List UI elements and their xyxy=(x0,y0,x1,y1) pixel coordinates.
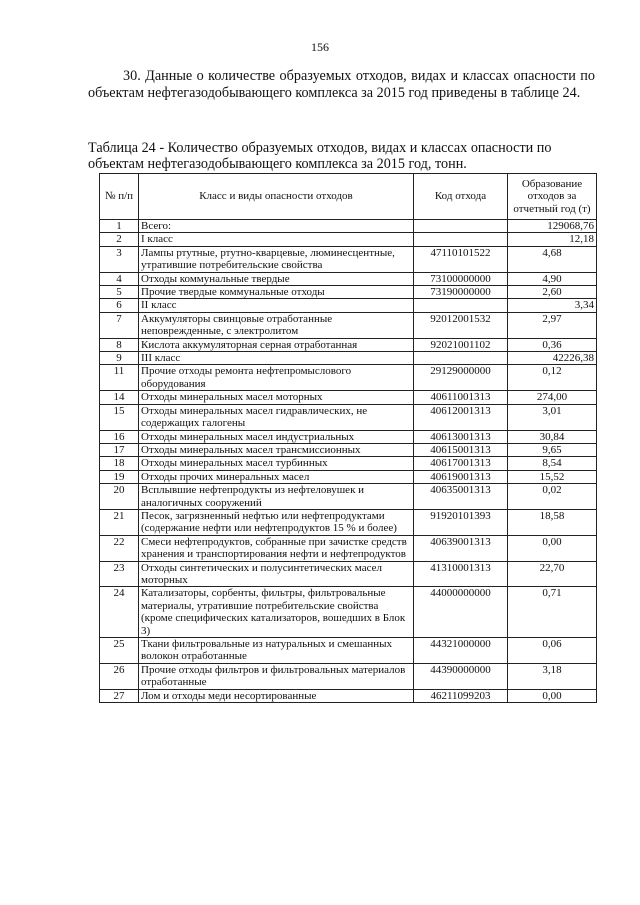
table-row xyxy=(100,587,597,638)
row-amount: 0,71 xyxy=(508,587,597,638)
row-waste-code: 44390000000 xyxy=(414,663,508,689)
row-number: 24 xyxy=(100,587,139,638)
row-waste-name: Ткани фильтровальные из натуральных и смешанных волокон отработанные xyxy=(139,638,414,664)
table-row xyxy=(100,404,597,430)
table-row xyxy=(100,365,597,391)
row-amount: 4,90 xyxy=(508,272,597,285)
row-number: 17 xyxy=(100,443,139,456)
row-waste-code: 40612001313 xyxy=(414,404,508,430)
table-row xyxy=(100,233,597,246)
row-amount: 3,01 xyxy=(508,404,597,430)
row-number: 14 xyxy=(100,391,139,404)
row-amount: 15,52 xyxy=(508,470,597,483)
row-number: 9 xyxy=(100,352,139,365)
row-waste-code xyxy=(414,220,508,233)
row-number: 3 xyxy=(100,246,139,272)
row-number: 19 xyxy=(100,470,139,483)
table-row xyxy=(100,443,597,456)
row-waste-name: Прочие отходы фильтров и фильтровальных материалов отработанные xyxy=(139,663,414,689)
row-amount: 18,58 xyxy=(508,509,597,535)
row-amount: 3,34 xyxy=(508,299,597,312)
row-number: 18 xyxy=(100,457,139,470)
row-waste-name: III класс xyxy=(139,352,414,365)
table-row xyxy=(100,535,597,561)
intro-paragraph: 30. Данные о количестве образуемых отходов, видах и классах опасности по объектам нефтегазодобывающего комплекса за 2015 год приведены в таблице 24. xyxy=(88,68,595,101)
row-waste-name: Прочие твердые коммунальные отходы xyxy=(139,286,414,299)
row-amount: 8,54 xyxy=(508,457,597,470)
row-amount: 4,68 xyxy=(508,246,597,272)
row-waste-code xyxy=(414,299,508,312)
table-row xyxy=(100,286,597,299)
row-waste-name: II класс xyxy=(139,299,414,312)
row-amount: 2,60 xyxy=(508,286,597,299)
table-row xyxy=(100,246,597,272)
table-row xyxy=(100,338,597,351)
row-number: 4 xyxy=(100,272,139,285)
table-row xyxy=(100,352,597,365)
row-waste-code: 40613001313 xyxy=(414,430,508,443)
row-amount: 0,06 xyxy=(508,638,597,664)
row-amount: 0,00 xyxy=(508,535,597,561)
row-waste-name: Отходы прочих минеральных масел xyxy=(139,470,414,483)
table-row xyxy=(100,484,597,510)
table-row xyxy=(100,272,597,285)
table-row xyxy=(100,457,597,470)
row-amount: 42226,38 xyxy=(508,352,597,365)
row-number: 8 xyxy=(100,338,139,351)
row-waste-name: Отходы минеральных масел индустриальных xyxy=(139,430,414,443)
row-waste-name: Аккумуляторы свинцовые отработанные неповрежденные, с электролитом xyxy=(139,312,414,338)
page-number: 156 xyxy=(311,40,329,54)
row-number: 20 xyxy=(100,484,139,510)
row-number: 15 xyxy=(100,404,139,430)
table-row xyxy=(100,638,597,664)
row-amount: 0,12 xyxy=(508,365,597,391)
row-amount: 30,84 xyxy=(508,430,597,443)
row-number: 7 xyxy=(100,312,139,338)
col-header-num: № п/п xyxy=(100,174,139,220)
waste-table xyxy=(99,173,597,703)
row-waste-name: Смеси нефтепродуктов, собранные при зачистке средств хранения и транспортирования нефти и нефтепродуктов xyxy=(139,535,414,561)
row-waste-name: Отходы минеральных масел моторных xyxy=(139,391,414,404)
table-row xyxy=(100,689,597,702)
row-number: 23 xyxy=(100,561,139,587)
row-number: 27 xyxy=(100,689,139,702)
row-waste-name: Всего: xyxy=(139,220,414,233)
row-waste-code: 41310001313 xyxy=(414,561,508,587)
col-header-code: Код отхода xyxy=(414,174,508,220)
row-waste-code: 40635001313 xyxy=(414,484,508,510)
row-waste-name: Отходы минеральных масел турбинных xyxy=(139,457,414,470)
row-waste-name: Песок, загрязненный нефтью или нефтепродуктами (содержание нефти или нефтепродуктов 15 % и более) xyxy=(139,509,414,535)
table-row xyxy=(100,312,597,338)
row-waste-code: 40639001313 xyxy=(414,535,508,561)
table-row xyxy=(100,430,597,443)
row-amount: 22,70 xyxy=(508,561,597,587)
row-waste-name: Прочие отходы ремонта нефтепромыслового оборудования xyxy=(139,365,414,391)
row-waste-name: Отходы минеральных масел гидравлических, не содержащих галогены xyxy=(139,404,414,430)
table-row xyxy=(100,391,597,404)
row-waste-name: I класс xyxy=(139,233,414,246)
row-waste-code: 73100000000 xyxy=(414,272,508,285)
row-amount: 9,65 xyxy=(508,443,597,456)
row-number: 25 xyxy=(100,638,139,664)
row-waste-name: Лом и отходы меди несортированные xyxy=(139,689,414,702)
row-waste-code: 40615001313 xyxy=(414,443,508,456)
row-waste-code: 91920101393 xyxy=(414,509,508,535)
row-number: 1 xyxy=(100,220,139,233)
table-row xyxy=(100,299,597,312)
row-waste-name: Катализаторы, сорбенты, фильтры, фильтровальные материалы, утратившие потребительские свойства (кроме специфических катализаторов, вошедших в Блок 3) xyxy=(139,587,414,638)
row-waste-code: 40617001313 xyxy=(414,457,508,470)
row-waste-code: 29129000000 xyxy=(414,365,508,391)
row-waste-name: Отходы минеральных масел трансмиссионных xyxy=(139,443,414,456)
table-row xyxy=(100,663,597,689)
row-waste-code: 92021001102 xyxy=(414,338,508,351)
row-waste-code: 44321000000 xyxy=(414,638,508,664)
table-body xyxy=(100,220,597,703)
row-waste-code: 40619001313 xyxy=(414,470,508,483)
col-header-name: Класс и виды опасности отходов xyxy=(139,174,414,220)
row-amount: 0,36 xyxy=(508,338,597,351)
row-number: 6 xyxy=(100,299,139,312)
row-number: 22 xyxy=(100,535,139,561)
row-waste-name: Всплывшие нефтепродукты из нефтеловушек и аналогичных сооружений xyxy=(139,484,414,510)
row-waste-code: 44000000000 xyxy=(414,587,508,638)
row-waste-code: 46211099203 xyxy=(414,689,508,702)
row-number: 26 xyxy=(100,663,139,689)
row-waste-code: 73190000000 xyxy=(414,286,508,299)
row-number: 2 xyxy=(100,233,139,246)
row-waste-name: Лампы ртутные, ртутно-кварцевые, люминесцентные, утратившие потребительские свойства xyxy=(139,246,414,272)
row-amount: 0,00 xyxy=(508,689,597,702)
table-row xyxy=(100,509,597,535)
table-row xyxy=(100,220,597,233)
row-number: 11 xyxy=(100,365,139,391)
row-amount: 12,18 xyxy=(508,233,597,246)
row-amount: 274,00 xyxy=(508,391,597,404)
row-amount: 0,02 xyxy=(508,484,597,510)
col-header-amount: Образование отходов за отчетный год (т) xyxy=(508,174,597,220)
row-number: 21 xyxy=(100,509,139,535)
row-number: 5 xyxy=(100,286,139,299)
row-number: 16 xyxy=(100,430,139,443)
table-header-row xyxy=(100,174,597,220)
table-row xyxy=(100,470,597,483)
row-waste-code xyxy=(414,233,508,246)
row-waste-code: 92012001532 xyxy=(414,312,508,338)
row-waste-code xyxy=(414,352,508,365)
row-waste-name: Отходы синтетических и полусинтетических масел моторных xyxy=(139,561,414,587)
row-amount: 129068,76 xyxy=(508,220,597,233)
row-waste-code: 47110101522 xyxy=(414,246,508,272)
table-row xyxy=(100,561,597,587)
row-amount: 2,97 xyxy=(508,312,597,338)
table-caption: Таблица 24 - Количество образуемых отходов, видах и классах опасности по объектам нефтегазодобывающего комплекса за 2015 год, тонн. xyxy=(88,140,552,172)
row-amount: 3,18 xyxy=(508,663,597,689)
row-waste-name: Кислота аккумуляторная серная отработанная xyxy=(139,338,414,351)
row-waste-code: 40611001313 xyxy=(414,391,508,404)
row-waste-name: Отходы коммунальные твердые xyxy=(139,272,414,285)
